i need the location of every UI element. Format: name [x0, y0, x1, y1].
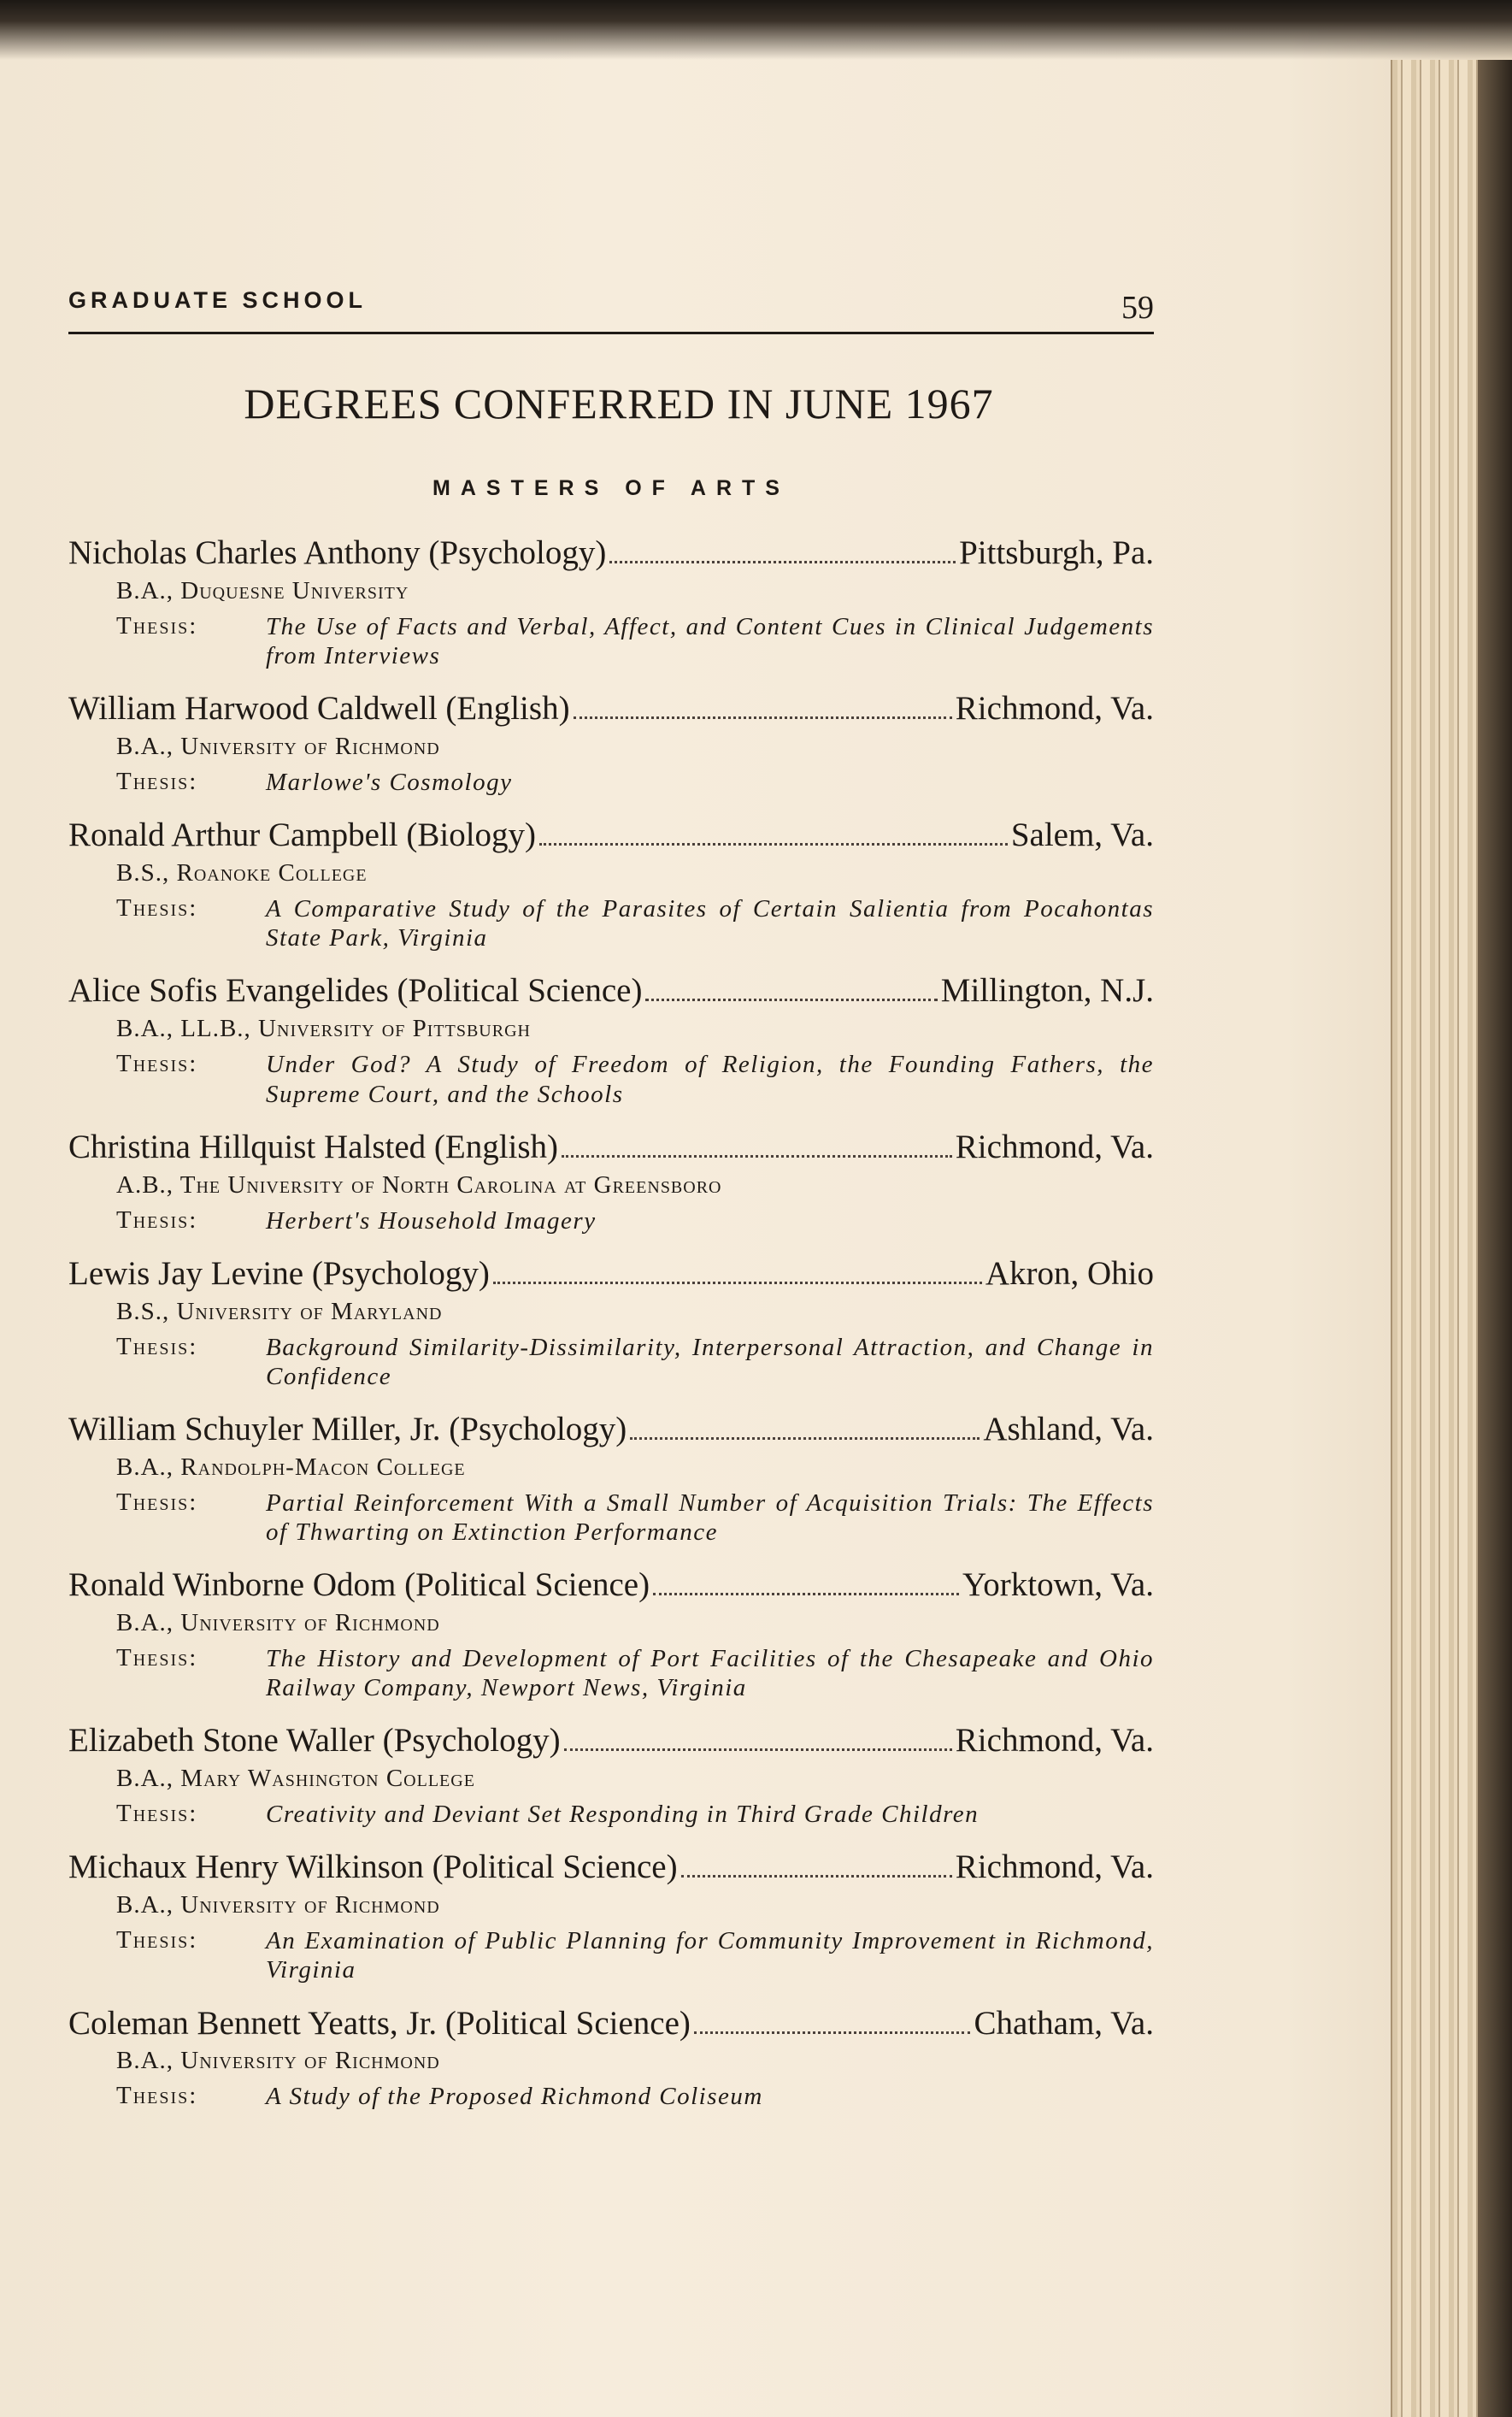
thesis-title: A Study of the Proposed Richmond Coliseum: [266, 2083, 763, 2111]
prior-degree: A.B., The University of North Carolina at Greensboro: [116, 1170, 722, 1199]
thesis-title: Herbert's Household Imagery: [266, 1206, 597, 1235]
thesis-label: Thesis:: [116, 1926, 198, 1954]
page-top-shadow: [0, 0, 1512, 60]
prior-degree: B.A., Randolph-Macon College: [116, 1453, 466, 1481]
degree-entry: [68, 1565, 1154, 1702]
dot-leader: [562, 1155, 952, 1158]
graduate-name: Ronald Arthur Campbell (Biology): [68, 816, 537, 854]
name-line: [68, 1565, 1154, 1606]
name-line: [68, 2004, 1154, 2044]
graduate-name: Michaux Henry Wilkinson (Political Science): [68, 1848, 678, 1886]
degree-entry: [68, 534, 1154, 670]
thesis-line: [116, 894, 1154, 952]
hometown: Akron, Ohio: [985, 1254, 1154, 1292]
name-line: [68, 1848, 1154, 1888]
thesis-line: [116, 768, 1154, 797]
thesis-title: Partial Reinforcement With a Small Number of Acquisition Trials: The Effects of Thwarting on Extinction Performance: [266, 1489, 1154, 1546]
name-line: [68, 971, 1154, 1011]
section-heading: MASTERS OF ARTS: [432, 476, 790, 500]
degree-entry: [68, 1721, 1154, 1829]
dot-leader: [539, 843, 1008, 846]
degree-entry: [68, 816, 1154, 952]
prior-degree: B.S., Roanoke College: [116, 859, 368, 887]
thesis-title: Under God? A Study of Freedom of Religion, the Founding Fathers, the Supreme Court, and the Schools: [266, 1051, 1154, 1108]
book-spine-shadow: [1478, 60, 1512, 2417]
hometown: Yorktown, Va.: [962, 1566, 1154, 1604]
thesis-label: Thesis:: [116, 1488, 198, 1516]
dot-leader: [493, 1282, 982, 1284]
dot-leader: [653, 1593, 959, 1595]
graduate-name: Ronald Winborne Odom (Political Science): [68, 1566, 650, 1604]
thesis-line: [116, 1926, 1154, 1984]
thesis-line: [116, 1333, 1154, 1391]
graduate-name: Alice Sofis Evangelides (Political Science): [68, 972, 643, 1010]
thesis-line: [116, 1644, 1154, 1702]
hometown: Richmond, Va.: [955, 1128, 1154, 1165]
degree-entry: [68, 971, 1154, 1108]
hometown: Chatham, Va.: [974, 2004, 1154, 2042]
thesis-title: An Examination of Public Planning for Community Improvement in Richmond, Virginia: [266, 1927, 1154, 1984]
dot-leader: [630, 1437, 980, 1440]
graduate-name: Nicholas Charles Anthony (Psychology): [68, 534, 607, 571]
thesis-line: [116, 2082, 1154, 2111]
running-head: [68, 282, 1154, 334]
thesis-title: Marlowe's Cosmology: [266, 769, 513, 797]
dot-leader: [609, 561, 956, 563]
hometown: Pittsburgh, Pa.: [959, 534, 1154, 571]
thesis-line: [116, 1050, 1154, 1108]
name-line: [68, 1254, 1154, 1294]
prior-degree: B.A., University of Richmond: [116, 733, 440, 761]
hometown: Salem, Va.: [1010, 816, 1154, 854]
prior-degree: B.A., Mary Washington College: [116, 1765, 475, 1793]
page-number: 59: [1121, 290, 1154, 326]
thesis-label: Thesis:: [116, 1800, 198, 1828]
book-page-edges: [1391, 60, 1512, 2417]
degree-entry: [68, 1848, 1154, 1984]
thesis-label: Thesis:: [116, 611, 198, 640]
degree-entry: [68, 1128, 1154, 1235]
thesis-title: A Comparative Study of the Parasites of Certain Salientia from Pocahontas State Park, Virginia: [266, 895, 1154, 952]
prior-degree: B.A., LL.B., University of Pittsburgh: [116, 1015, 531, 1043]
thesis-line: [116, 1800, 1154, 1829]
thesis-label: Thesis:: [116, 1050, 198, 1078]
name-line: [68, 1128, 1154, 1168]
graduate-name: Christina Hillquist Halsted (English): [68, 1128, 559, 1165]
thesis-label: Thesis:: [116, 1206, 198, 1234]
prior-degree: B.A., University of Richmond: [116, 2047, 440, 2075]
prior-degree: B.A., Duquesne University: [116, 576, 409, 604]
degree-entry: [68, 689, 1154, 797]
dot-leader: [645, 999, 937, 1001]
thesis-title: The History and Development of Port Facilities of the Chesapeake and Ohio Railway Company, Newport News, Virginia: [266, 1645, 1154, 1702]
thesis-label: Thesis:: [116, 768, 198, 796]
dot-leader: [574, 716, 952, 719]
page-title: DEGREES CONFERRED IN JUNE 1967: [244, 380, 994, 427]
prior-degree: B.A., University of Richmond: [116, 1891, 440, 1919]
thesis-title: The Use of Facts and Verbal, Affect, and Content Cues in Clinical Judgements from Interviews: [266, 612, 1154, 670]
dot-leader: [694, 2031, 971, 2034]
hometown: Millington, N.J.: [940, 972, 1154, 1010]
thesis-title: Creativity and Deviant Set Responding in Third Grade Children: [266, 1801, 980, 1829]
page-content: [68, 282, 1154, 2131]
thesis-line: [116, 1206, 1154, 1235]
name-line: [68, 816, 1154, 856]
thesis-line: [116, 1489, 1154, 1547]
name-line: [68, 534, 1154, 574]
hometown: Richmond, Va.: [955, 690, 1154, 728]
hometown: Ashland, Va.: [983, 1410, 1154, 1447]
prior-degree: B.A., University of Richmond: [116, 1609, 440, 1636]
hometown: Richmond, Va.: [955, 1722, 1154, 1760]
hometown: Richmond, Va.: [955, 1848, 1154, 1886]
graduate-name: William Schuyler Miller, Jr. (Psychology): [68, 1410, 627, 1447]
graduate-name: Coleman Bennett Yeatts, Jr. (Political Science): [68, 2004, 691, 2042]
degree-entry: [68, 2004, 1154, 2112]
graduate-name: William Harwood Caldwell (English): [68, 690, 570, 728]
degree-list: [68, 534, 1154, 2112]
name-line: [68, 1721, 1154, 1761]
name-line: [68, 1410, 1154, 1450]
thesis-label: Thesis:: [116, 2082, 198, 2110]
dot-leader: [564, 1748, 952, 1751]
thesis-title: Background Similarity-Dissimilarity, Interpersonal Attraction, and Change in Confidence: [266, 1333, 1154, 1390]
prior-degree: B.S., University of Maryland: [116, 1297, 443, 1325]
graduate-name: Lewis Jay Levine (Psychology): [68, 1254, 490, 1292]
thesis-label: Thesis:: [116, 894, 198, 923]
name-line: [68, 689, 1154, 729]
degree-entry: [68, 1254, 1154, 1391]
running-title: GRADUATE SCHOOL: [68, 287, 367, 313]
thesis-line: [116, 612, 1154, 670]
dot-leader: [681, 1875, 952, 1878]
thesis-label: Thesis:: [116, 1332, 198, 1360]
thesis-label: Thesis:: [116, 1644, 198, 1671]
degree-entry: [68, 1410, 1154, 1547]
graduate-name: Elizabeth Stone Waller (Psychology): [68, 1722, 561, 1760]
